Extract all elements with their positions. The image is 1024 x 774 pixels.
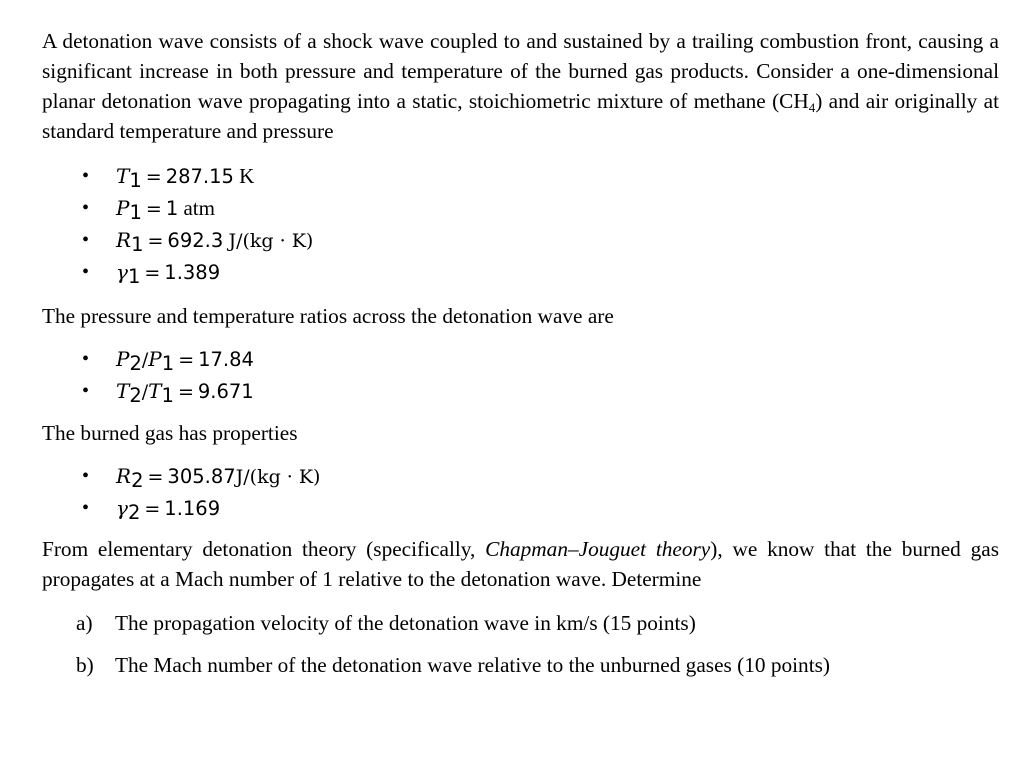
list-item: • $P_1 = 1$ atm <box>42 192 999 224</box>
p1-equation: $P_1 = 1$ atm <box>116 196 215 224</box>
gamma2-equation: $\gamma_2 = 1.169$ <box>116 496 221 524</box>
burned-gas-list <box>42 460 999 524</box>
list-item: • $\gamma_1 = 1.389$ <box>42 256 999 288</box>
theory-paragraph: From elementary detonation theory (specifically, Chapman–Jouguet theory), we know that the burned gas propagates at a Mach number of 1 relative to the detonation wave. Determine <box>42 537 999 591</box>
initial-conditions-list <box>42 160 999 288</box>
temperature-ratio-equation: $T_2/T_1 = 9.671$ <box>116 379 254 407</box>
pressure-ratio-equation: $P_2/P_1 = 17.84$ <box>116 347 254 375</box>
question-b: b) The Mach number of the detonation wave relative to the unburned gases (10 points) <box>76 653 831 677</box>
r1-equation: $R_1 = 692.3$ J/(kg · K) <box>116 228 314 256</box>
question-a: a) The propagation velocity of the detonation wave in km/s (15 points) <box>76 611 696 635</box>
list-item: • $T_2/T_1 = 9.671$ <box>42 375 999 407</box>
problem-statement <box>42 26 999 686</box>
list-item: • $T_1 = 287.15$ K <box>42 160 999 192</box>
t1-equation: $T_1 = 287.15$ K <box>116 164 255 192</box>
list-item: • $P_2/P_1 = 17.84$ <box>42 343 999 375</box>
gamma1-equation: $\gamma_1 = 1.389$ <box>116 260 221 288</box>
burned-gas-heading: The burned gas has properties <box>42 421 298 445</box>
ratios-heading: The pressure and temperature ratios across the detonation wave are <box>42 304 614 328</box>
ratios-list <box>42 343 999 407</box>
intro-paragraph: A detonation wave consists of a shock wave coupled to and sustained by a trailing combustion front, causing a significant increase in both pressure and temperature of the burned gas products. Consider a one-dimensional planar detonation wave propagating into a static, stoichiometric mixture of methane $(CH_4)$ and air originally at standard temperature and pressure <box>42 29 1000 143</box>
list-item: • $R_2 = 305.87J/(kg \cdot K)$ <box>42 460 999 492</box>
list-item: • $\gamma_2 = 1.169$ <box>42 492 999 524</box>
list-item: • $R_1 = 692.3$ J/(kg · K) <box>42 224 999 256</box>
questions-list <box>42 602 999 686</box>
r2-equation: $R_2 = 305.87J/(kg \cdot K)$ <box>116 464 321 492</box>
